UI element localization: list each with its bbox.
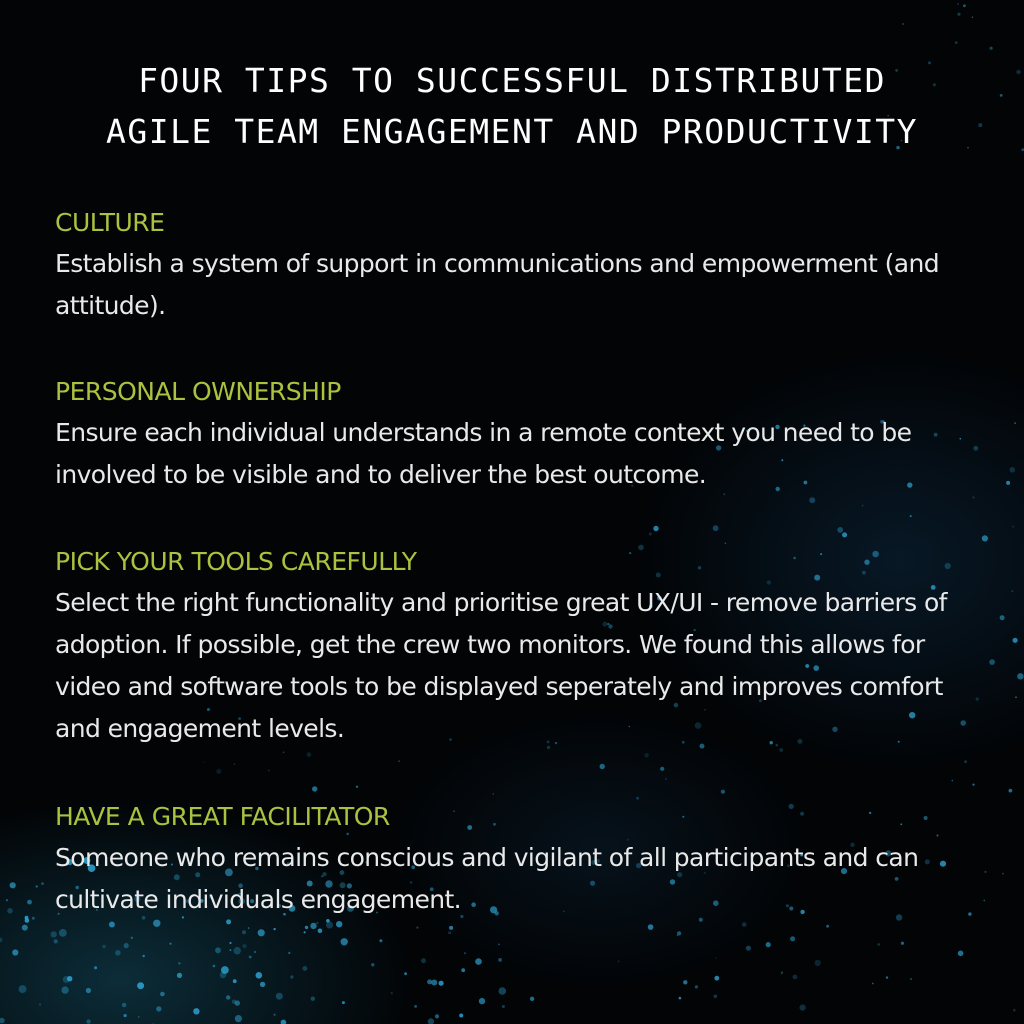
tip-body: Ensure each individual understands in a remote context you need to be involved to be visible and to deliver the best outcome. — [55, 418, 912, 489]
tip-body: Establish a system of support in communications and empowerment (and attitude). — [55, 249, 939, 320]
tip-heading: PICK YOUR TOOLS CAREFULLY — [55, 547, 417, 576]
tip-heading: CULTURE — [55, 208, 165, 237]
title-line-2: AGILE TEAM ENGAGEMENT AND PRODUCTIVITY — [106, 112, 918, 151]
tip-facilitator — [55, 797, 985, 921]
tip-body: Select the right functionality and prioritise great UX/UI - remove barriers of adoption. If possible, get the crew two monitors. We found this allows for video and software tools to be displayed seperately and improves comfort and engagement levels. — [55, 588, 947, 743]
tip-heading: PERSONAL OWNERSHIP — [55, 377, 341, 406]
tip-body: Someone who remains conscious and vigilant of all participants and can cultivate individuals engagement. — [55, 843, 919, 914]
tip-pick-your-tools — [55, 542, 985, 750]
tip-culture — [55, 203, 985, 327]
title-line-1: FOUR TIPS TO SUCCESSFUL DISTRIBUTED — [138, 61, 886, 100]
tip-personal-ownership — [55, 372, 985, 496]
tip-heading: HAVE A GREAT FACILITATOR — [55, 802, 390, 831]
page-title — [40, 55, 984, 157]
